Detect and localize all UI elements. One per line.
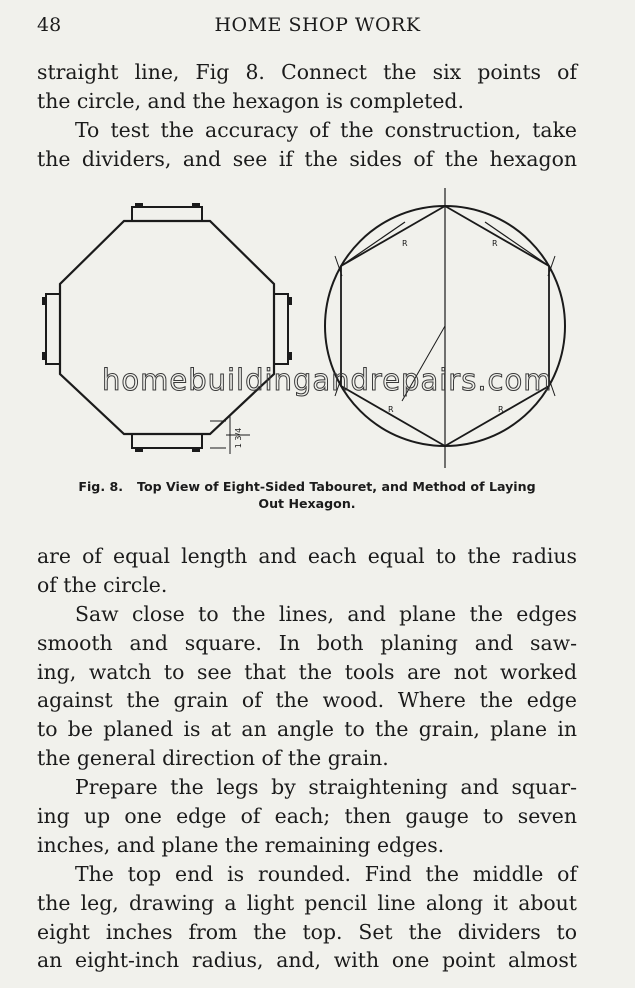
running-head: HOME SHOP WORK [214, 14, 421, 36]
radius-label: R [498, 405, 504, 414]
cleat-top [132, 207, 202, 221]
text-line: ing up one edge of each; then gauge to seven [37, 804, 577, 829]
octagon-tabouret-top [42, 203, 292, 454]
text-line: against the grain of the wood. Where the edge [37, 688, 577, 713]
text-line: the general direction of the grain. [37, 746, 389, 771]
radius-label: R [402, 239, 408, 248]
page-number: 48 [37, 14, 62, 36]
text-block-top [37, 58, 577, 174]
text-line: eight inches from the top. Set the dividers to [37, 919, 577, 944]
text-line: To test the accuracy of the construction, take [75, 117, 577, 142]
text-line: to be planed is at an angle to the grain, plane in [37, 717, 577, 742]
dimension-label: 1 3/4 [234, 427, 243, 449]
text-line: Prepare the legs by straightening and squar- [75, 775, 577, 800]
text-line: the leg, drawing a light pencil line along it about [37, 890, 577, 915]
cleat-bottom [132, 434, 202, 448]
hexagon-construction [325, 188, 565, 468]
text-line: the circle, and the hexagon is completed. [37, 88, 464, 113]
text-line: an eight-inch radius, and, with one point almost [37, 948, 577, 973]
text-line: Saw close to the lines, and plane the edges [75, 601, 577, 626]
caption-line-1: Top View of Eight-Sided Tabouret, and Method of Laying [137, 479, 536, 494]
radius-label: R [388, 405, 394, 414]
text-line: smooth and square. In both planing and saw- [37, 630, 577, 655]
text-line: straight line, Fig 8. Connect the six points of [37, 60, 577, 84]
text-line: the dividers, and see if the sides of the hexagon [37, 146, 577, 171]
text-line: of the circle. [37, 572, 168, 597]
octagon-outline [60, 221, 274, 434]
text-line: ing, watch to see that the tools are not worked [37, 659, 577, 684]
text-line: The top end is rounded. Find the middle of [75, 861, 577, 886]
radius-label: R [492, 239, 498, 248]
watermark: homebuildingandrepairs.com [102, 363, 553, 397]
figure-caption [37, 478, 577, 495]
figure-8-drawing [30, 180, 600, 470]
figure-caption-line-2 [37, 495, 577, 512]
figure-number: Fig. 8. [78, 479, 124, 494]
text-block-bottom [37, 542, 577, 975]
cleat-right [274, 294, 288, 364]
caption-line-2: Out Hexagon. [258, 496, 356, 511]
text-line: are of equal length and each equal to the radius [37, 544, 577, 568]
cleat-left [46, 294, 60, 364]
text-line: inches, and plane the remaining edges. [37, 832, 445, 857]
